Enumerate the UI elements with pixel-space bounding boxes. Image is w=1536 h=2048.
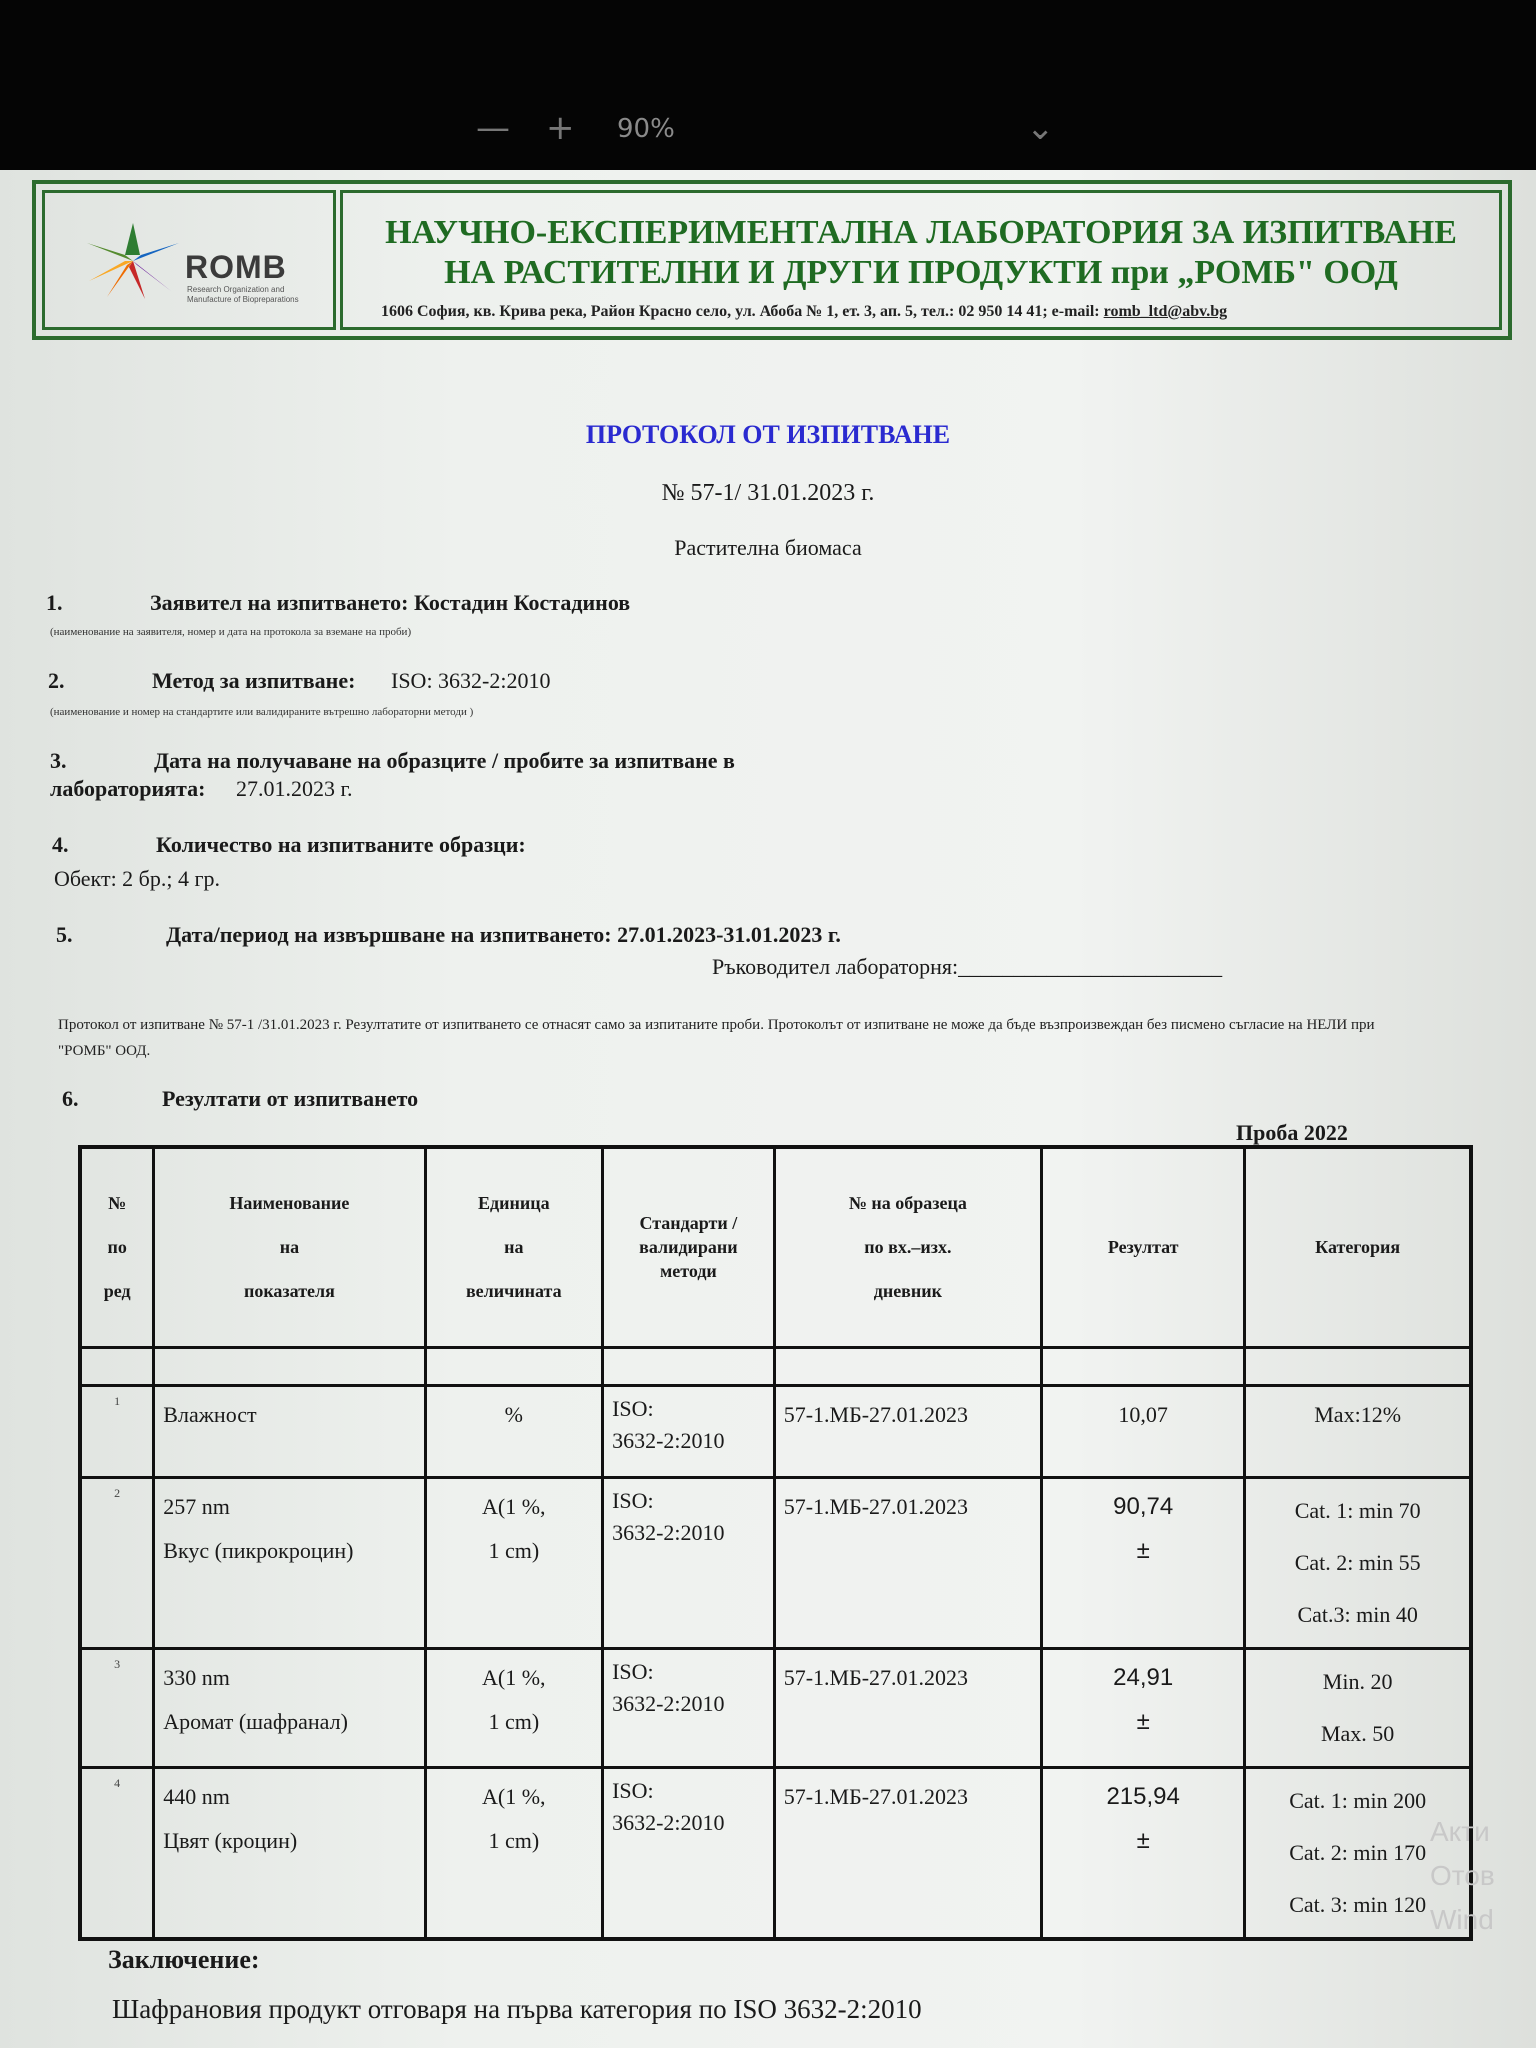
unit-text: % <box>504 1401 523 1427</box>
header-cell-category <box>1245 1147 1471 1347</box>
logo-subtitle: Manufacture of Biopreparations <box>187 295 299 304</box>
unit-text: 1 cm) <box>488 1827 540 1853</box>
spacer-cell <box>603 1347 775 1385</box>
indicator-cell <box>154 1385 425 1477</box>
unit-text: A(1 %, <box>482 1664 546 1690</box>
section-number: 3. <box>50 748 67 773</box>
header-cell-no <box>80 1147 154 1347</box>
lab-title-line: НАУЧНО-ЕКСПЕРИМЕНТАЛНА ЛАБОРАТОРИЯ ЗА ИЗПИТВАНЕ <box>385 214 1457 251</box>
table-row <box>80 1477 1471 1648</box>
standard-text: 3632-2:2010 <box>612 1809 725 1835</box>
indicator-cell <box>154 1767 425 1939</box>
category-text: Cat. 1: min 70 <box>1294 1497 1421 1523</box>
header-cell-unit <box>425 1147 603 1347</box>
header-text: величината <box>465 1281 562 1302</box>
section-number: 5. <box>56 922 73 947</box>
section-label: Дата на получаване на образците / пробите за изпитване в <box>154 748 735 773</box>
spacer-cell <box>425 1347 603 1385</box>
section-label: Заявител на изпитването: Костадин Костадинов <box>150 590 631 615</box>
indicator-name: Влажност <box>163 1401 257 1427</box>
section-label: лабораторията: <box>50 776 206 801</box>
logo-subtitle: Research Organization and <box>187 285 285 294</box>
category-text: Cat. 3: min 120 <box>1289 1891 1427 1917</box>
lab-heading <box>340 190 1502 330</box>
result-value: 10,07 <box>1118 1401 1168 1427</box>
section-value: Обект: 2 бр.; 4 гр. <box>54 866 221 891</box>
category-text: Max:12% <box>1314 1401 1402 1427</box>
lab-title-line: НА РАСТИТЕЛНИ И ДРУГИ ПРОДУКТИ при „РОМБ" ООД <box>444 254 1398 291</box>
category-text: Cat. 2: min 170 <box>1289 1839 1427 1865</box>
unit-cell <box>425 1767 603 1939</box>
section-label: Количество на изпитваните образци: <box>156 832 526 857</box>
sample-cell: 57-1.МБ-27.01.2023 <box>774 1767 1041 1939</box>
category-text: Cat. 2: min 55 <box>1294 1549 1421 1575</box>
header-text: № <box>108 1193 127 1214</box>
header-text: по вх.–изх. <box>864 1237 952 1258</box>
row-number: 3 <box>80 1648 154 1767</box>
unit-cell <box>425 1385 603 1477</box>
header-cell-result <box>1042 1147 1245 1347</box>
section-number: 6. <box>62 1086 79 1111</box>
section-note: (наименование и номер на стандартите или валидираните вътрешно лабораторни методи ) <box>50 706 474 718</box>
section-label: Дата/период на извършване на изпитването: 27.01.2023-31.01.2023 г. <box>166 922 841 947</box>
header-text: валидирани <box>639 1237 738 1258</box>
category-text: Max. 50 <box>1320 1720 1395 1746</box>
category-cell <box>1245 1385 1471 1477</box>
standard-cell <box>603 1648 775 1767</box>
standard-cell <box>603 1767 775 1939</box>
category-text: Cat.3: min 40 <box>1297 1601 1418 1627</box>
unit-text: 1 cm) <box>488 1708 540 1734</box>
table-row <box>80 1648 1471 1767</box>
result-cell <box>1042 1648 1245 1767</box>
category-cell <box>1245 1477 1471 1648</box>
result-uncertainty: ± <box>1136 1536 1150 1564</box>
sample-label: Проба 2022 <box>1236 1120 1348 1145</box>
watermark-text: Wind <box>1430 1904 1494 1935</box>
section-number: 2. <box>48 668 65 693</box>
indicator-name: Вкус (пикрокроцин) <box>163 1537 354 1563</box>
standard-text: ISO: <box>612 1395 654 1421</box>
header-cell-standards <box>603 1147 775 1347</box>
standard-cell <box>603 1477 775 1648</box>
header-cell-name <box>154 1147 425 1347</box>
zoom-dropdown-icon[interactable]: ⌄ <box>1026 108 1055 148</box>
header-text: Стандарти / <box>639 1213 738 1234</box>
row-number: 4 <box>80 1767 154 1939</box>
spacer-cell <box>774 1347 1041 1385</box>
spacer-cell <box>154 1347 425 1385</box>
section-note: (наименование на заявителя, номер и дата на протокола за вземане на проби) <box>50 626 412 638</box>
unit-cell <box>425 1477 603 1648</box>
unit-text: A(1 %, <box>482 1783 546 1809</box>
indicator-cell <box>154 1477 425 1648</box>
lab-title <box>343 213 1499 293</box>
result-value: 24,91 <box>1113 1663 1174 1691</box>
result-value: 90,74 <box>1113 1492 1174 1520</box>
category-text: Cat. 1: min 200 <box>1289 1787 1427 1813</box>
header-text: по <box>107 1237 127 1258</box>
zoom-out-button[interactable]: — <box>476 108 510 148</box>
header-text: Единица <box>477 1193 550 1214</box>
table-spacer-row <box>80 1347 1471 1385</box>
header-text: на <box>504 1237 524 1258</box>
indicator-name: Аромат (шафранал) <box>163 1708 348 1734</box>
logo-wordmark: ROMB <box>185 249 287 285</box>
table-row <box>80 1767 1471 1939</box>
result-uncertainty: ± <box>1136 1826 1150 1854</box>
protocol-title: ПРОТОКОЛ ОТ ИЗПИТВАНЕ <box>585 420 951 449</box>
header-text: Категория <box>1315 1237 1401 1258</box>
head-of-lab-signature: Ръководител лабораторня:________________________ <box>712 954 1223 979</box>
standard-cell <box>603 1385 775 1477</box>
sample-cell: 57-1.МБ-27.01.2023 <box>774 1477 1041 1648</box>
table-row <box>80 1385 1471 1477</box>
result-uncertainty: ± <box>1136 1707 1150 1735</box>
standard-text: 3632-2:2010 <box>612 1690 725 1716</box>
spacer-cell <box>1042 1347 1245 1385</box>
section-value: ISO: 3632-2:2010 <box>391 668 551 693</box>
table-header-row <box>80 1147 1471 1347</box>
sample-cell: 57-1.МБ-27.01.2023 <box>774 1648 1041 1767</box>
row-number: 2 <box>80 1477 154 1648</box>
viewer-toolbar <box>0 0 1536 170</box>
standard-text: 3632-2:2010 <box>612 1427 725 1453</box>
watermark-text: Отов <box>1430 1860 1495 1891</box>
zoom-level: 90% <box>617 114 675 144</box>
row-number: 1 <box>80 1385 154 1477</box>
category-cell <box>1245 1648 1471 1767</box>
header-cell-sample-no <box>774 1147 1041 1347</box>
category-text: Min. 20 <box>1322 1668 1393 1694</box>
wavelength-text: 440 nm <box>163 1783 230 1809</box>
unit-cell <box>425 1648 603 1767</box>
result-cell <box>1042 1477 1245 1648</box>
section-value: 27.01.2023 г. <box>236 776 353 801</box>
header-text: показателя <box>243 1281 335 1302</box>
standard-text: ISO: <box>612 1658 654 1684</box>
header-text: на <box>279 1237 300 1258</box>
zoom-in-button[interactable]: + <box>546 108 575 148</box>
lab-address <box>381 303 1227 321</box>
protocol-subject: Растителна биомаса <box>674 535 862 560</box>
watermark-text: Акти <box>1430 1816 1490 1847</box>
standard-text: ISO: <box>612 1487 654 1513</box>
section-label: Метод за изпитване: <box>152 668 356 693</box>
protocol-number: № 57-1/ 31.01.2023 г. <box>661 480 875 506</box>
sample-cell: 57-1.МБ-27.01.2023 <box>774 1385 1041 1477</box>
result-cell <box>1042 1385 1245 1477</box>
standard-text: ISO: <box>612 1777 654 1803</box>
address-text: 1606 София, кв. Крива река, Район Красно село, ул. Абоба № 1, ет. 3, ап. 5, тел.: 02 950 14 41; e-mail: <box>381 303 1100 320</box>
spacer-cell <box>80 1347 154 1385</box>
section-number: 1. <box>46 590 63 615</box>
wavelength-text: 257 nm <box>163 1493 230 1519</box>
conclusion-text: Шафрановия продукт отговаря на първа категория по ISO 3632-2:2010 <box>112 1994 922 2024</box>
indicator-cell <box>154 1648 425 1767</box>
logo-box <box>42 190 336 330</box>
email-link[interactable]: romb_ltd@abv.bg <box>1103 303 1228 320</box>
letterhead <box>32 180 1512 340</box>
unit-text: A(1 %, <box>482 1493 546 1519</box>
section-label: Резултати от изпитването <box>162 1086 419 1111</box>
header-text: № на образеца <box>848 1193 967 1214</box>
standard-text: 3632-2:2010 <box>612 1519 725 1545</box>
spacer-cell <box>1245 1347 1471 1385</box>
activation-watermark <box>1430 1810 1495 1942</box>
leaf-logo-icon <box>85 221 181 301</box>
header-text: Наименование <box>229 1193 350 1214</box>
wavelength-text: 330 nm <box>163 1664 230 1690</box>
indicator-name: Цвят (кроцин) <box>163 1827 298 1853</box>
unit-text: 1 cm) <box>488 1537 540 1563</box>
conclusion-label: Заключение: <box>108 1945 260 1974</box>
results-table <box>78 1145 1473 1941</box>
header-text: ред <box>103 1281 131 1302</box>
result-cell <box>1042 1767 1245 1939</box>
section-number: 4. <box>52 832 69 857</box>
result-value: 215,94 <box>1106 1782 1180 1810</box>
header-text: дневник <box>873 1281 943 1302</box>
disclaimer-text: Протокол от изпитване № 57-1 /31.01.2023 г. Резултатите от изпитването се отнасят само за изпитаните проби. Протоколът от изпитване не може да бъде възпроизвеждан без писмено съгласие на НЕЛИ при "РОМБ" ООД. <box>58 1017 1375 1059</box>
header-text: Резултат <box>1107 1237 1179 1258</box>
header-text: методи <box>659 1261 717 1282</box>
